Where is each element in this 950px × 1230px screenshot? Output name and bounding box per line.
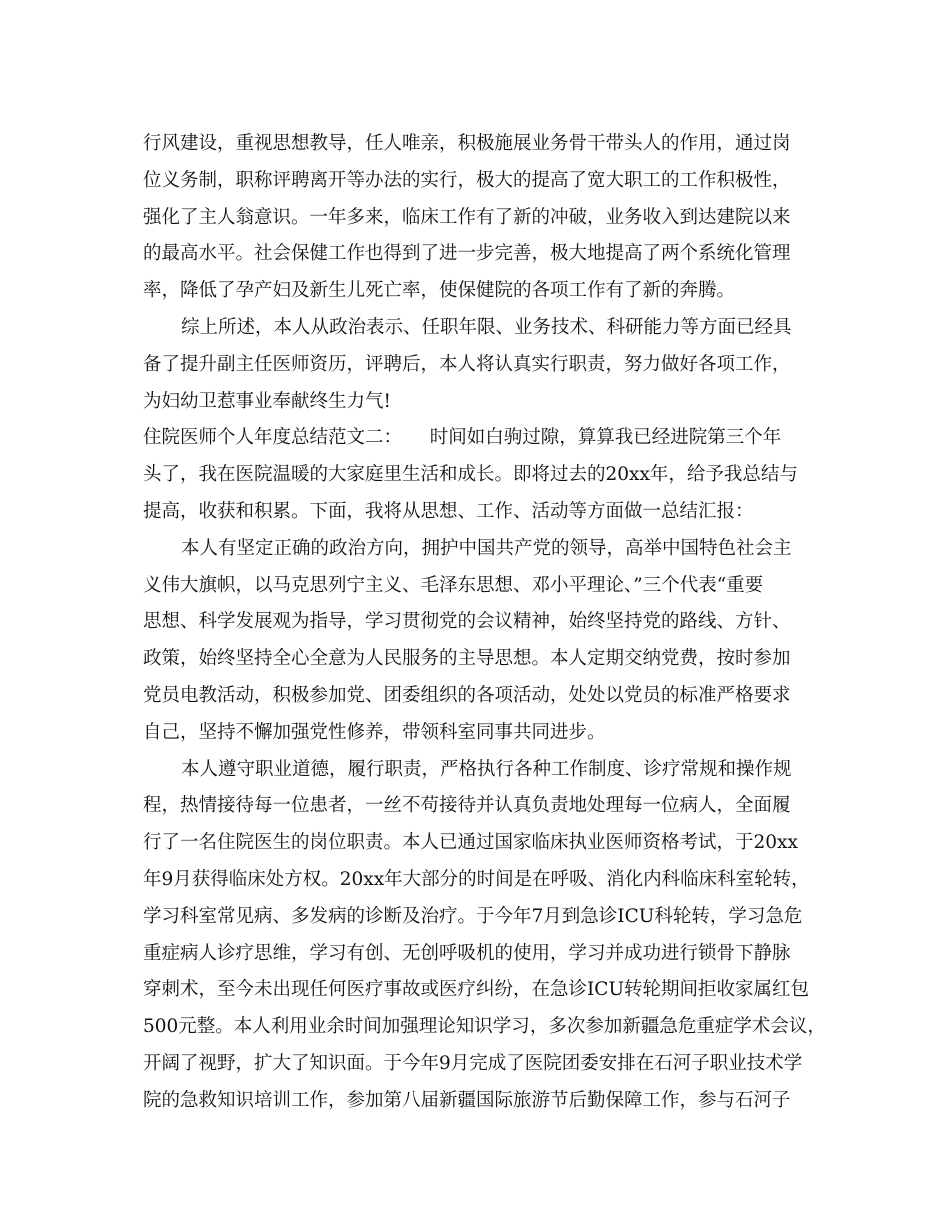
text-line: 率，降低了孕产妇及新生儿死亡率，使保健院的各项工作有了新的奔腾。 — [143, 280, 736, 302]
text-line: 为妇幼卫惹事业奉献终生力气! — [143, 390, 391, 412]
text-line: 穿刺术，至今未出现任何医疗事故或医疗纠纷，在急诊ICU转轮期间拒收家属红包 — [143, 979, 810, 1001]
text-line: 位义务制，职称评聘离开等办法的实行，极大的提高了宽大职工的工作积极性， — [143, 169, 791, 191]
text-line: 本人遵守职业道德，履行职责，严格执行各种工作制度、诊疗常规和操作规 — [181, 758, 792, 780]
text-line: 的最高水平。社会保健工作也得到了进一步完善，极大地提高了两个系统化管理 — [143, 243, 791, 265]
text-line: 重症病人诊疗思维，学习有创、无创呼吸机的使用，学习并成功进行锁骨下静脉 — [143, 942, 791, 964]
text-line: 义伟大旗帜，以马克思列宁主义、毛泽东思想、邓小平理论、”三个代表“重要 — [143, 574, 764, 596]
text-line: 强化了主人翁意识。一年多来，临床工作有了新的冲破，业务收入到达建院以来 — [143, 206, 791, 228]
text-line: 行了一名住院医生的岗位职责。本人已通过国家临床执业医师资格考试，于20xx — [143, 832, 798, 854]
text-line: 程，热情接待每一位患者，一丝不苟接待并认真负责地处理每一位病人，全面履 — [143, 795, 791, 817]
text-line: 头了，我在医院温暖的大家庭里生活和成长。即将过去的20xx年，给予我总结与 — [143, 464, 798, 486]
text-line: 500元整。本人利用业余时间加强理论知识学习，多次参加新疆急危重症学术会议， — [143, 1016, 826, 1038]
text-line: 本人有坚定正确的政治方向，拥护中国共产党的领导，高举中国特色社会主 — [181, 537, 792, 559]
text-line: 思想、科学发展观为指导，学习贯彻党的会议精神，始终坚持党的路线、方针、 — [143, 611, 791, 633]
text-line: 党员电教活动，积极参加党、团委组织的各项活动，处处以党员的标准严格要求 — [143, 684, 791, 706]
text-line: 备了提升副主任医师资历，评聘后，本人将认真实行职责，努力做好各项工作， — [143, 353, 791, 375]
text-line: 政策，始终坚持全心全意为人民服务的主导思想。本人定期交纳党费，按时参加 — [143, 648, 791, 670]
text-line: 年9月获得临床处方权。20xx年大部分的时间是在呼吸、消化内科临床科室轮转， — [143, 868, 810, 890]
text-line: 提高，收获和积累。下面，我将从思想、工作、活动等方面做一总结汇报： — [143, 500, 754, 522]
text-line: 开阔了视野，扩大了知识面。于今年9月完成了医院团委安排在石河子职业技术学 — [143, 1052, 803, 1074]
text-line: 自己，坚持不懈加强党性修养，带领科室同事共同进步。 — [143, 721, 606, 743]
document-body — [143, 126, 826, 1120]
text-line: 住院医师个人年度总结范文二： 时间如白驹过隙，算算我已经进院第三个年 — [143, 427, 782, 449]
text-line: 综上所述，本人从政治表示、任职年限、业务技术、科研能力等方面已经具 — [181, 316, 792, 338]
text-line: 院的急救知识培训工作，参加第八届新疆国际旅游节后勤保障工作，参与石河子 — [143, 1089, 791, 1111]
text-line: 学习科室常见病、多发病的诊断及治疗。于今年7月到急诊ICU科轮转，学习急危 — [143, 905, 803, 927]
text-line: 行风建设，重视思想教导，任人唯亲，积极施展业务骨干带头人的作用，通过岗 — [143, 133, 791, 154]
